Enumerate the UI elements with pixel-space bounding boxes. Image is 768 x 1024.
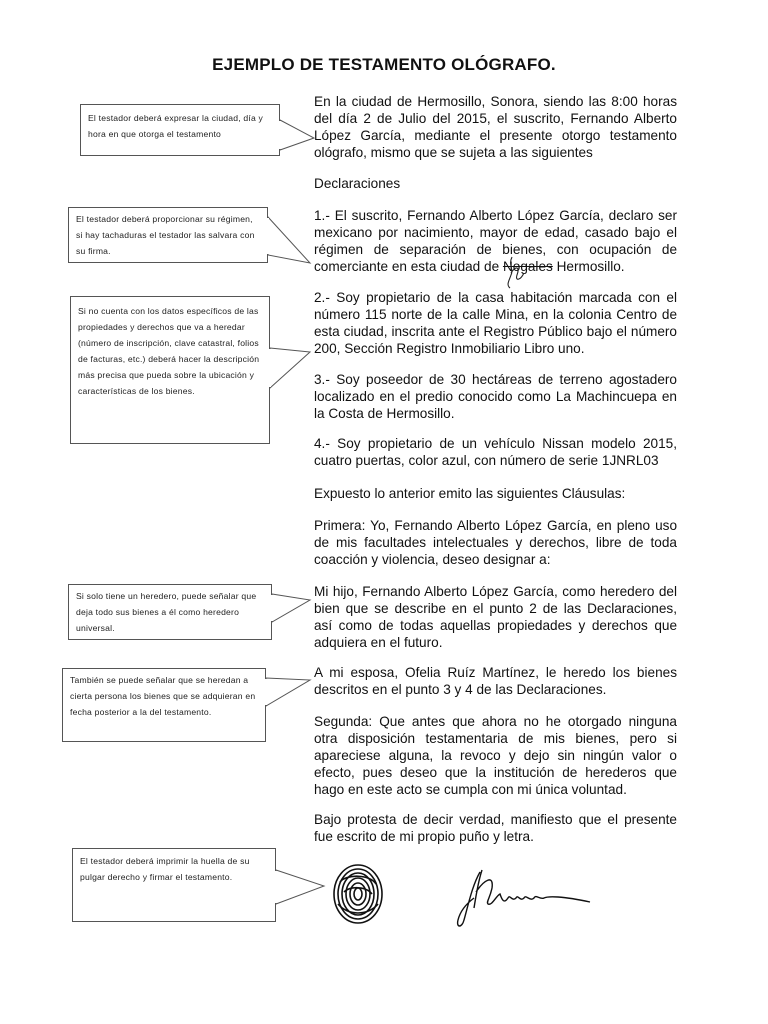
callout-city-date: El testador deberá expresar la ciudad, día y hora en que otorga el testamento xyxy=(80,104,280,156)
declaration-1-text: 1.- El suscrito, Fernando Alberto López García, declaro ser mexicano por nacimiento, mayor de edad, casado bajo el régimen de separación de bienes, con ocupación de comerciante en esta ciudad de xyxy=(314,208,677,274)
document-title: EJEMPLO DE TESTAMENTO OLÓGRAFO. xyxy=(212,55,556,74)
callout-single-heir-pointer xyxy=(270,592,314,632)
struck-word: Nogales xyxy=(502,259,553,274)
declaration-1 xyxy=(314,207,677,275)
callout-thumbprint-signature: El testador deberá imprimir la huella de su pulgar derecho y firmar el testamento. xyxy=(72,848,276,922)
thumbprint-icon xyxy=(330,862,386,926)
heir-wife-paragraph: A mi esposa, Ofelia Ruíz Martínez, le heredo los bienes descritos en el punto 3 y 4 de las Declaraciones. xyxy=(314,665,677,697)
callout-single-heir: Si solo tiene un heredero, puede señalar que deja todo sus bienes a él como heredero universal. xyxy=(68,584,272,640)
clause-primera: Primera: Yo, Fernando Alberto López García, en pleno uso de mis facultades intelectuales y derechos, libre de toda coacción y violencia, deseo designar a: xyxy=(314,518,677,567)
declaration-4: 4.- Soy propietario de un vehículo Nissan modelo 2015, cuatro puertas, color azul, con número de serie 1JNRL03 xyxy=(314,436,677,468)
declaraciones-heading: Declaraciones xyxy=(314,176,401,191)
heir-son-paragraph: Mi hijo, Fernando Alberto López García, como heredero del bien que se describe en el punto 2 de las Declaraciones, así como de todas aquellas propiedades y derechos que adquiera en el futuro. xyxy=(314,584,677,650)
protesta-paragraph: Bajo protesta de decir verdad, manifiesto que el presente fue escrito de mi propio puño y letra. xyxy=(314,812,677,844)
callout-regimen: El testador deberá proporcionar su régimen, si hay tachaduras el testador las salvara con su firma. xyxy=(68,207,268,263)
callout-city-date-pointer xyxy=(278,118,318,158)
callout-future-assets: También se puede señalar que se heredan a cierta persona los bienes que se adquieran en fecha posterior a la del testamento. xyxy=(62,668,266,742)
callout-property-details-pointer xyxy=(268,346,316,394)
declaration-3: 3.- Soy poseedor de 30 hectáreas de terreno agostadero localizado en el predio conocido como La Machincuepa en la Costa de Hermosillo. xyxy=(314,372,677,421)
intro-paragraph: En la ciudad de Hermosillo, Sonora, siendo las 8:00 horas del día 2 de Julio del 2015, el suscrito, Fernando Alberto López García, mediante el presente otorgo testamento ológrafo, mismo que se sujeta a las siguientes xyxy=(314,94,677,160)
callout-regimen-pointer xyxy=(266,215,314,275)
correction-initials-icon xyxy=(502,255,532,291)
clause-segunda: Segunda: Que antes que ahora no he otorgado ninguna otra disposición testamentaria de mis bienes, pero si apareciese alguna, la revoco y dejo sin ningún valor o efecto, pues deseo que la institución de herederos que hago en este acto se cumpla con mi única voluntad. xyxy=(314,714,677,797)
callout-property-details: Si no cuenta con los datos específicos de las propiedades y derechos que va a heredar (número de inscripción, clave catastral, folios de facturas, etc.) deberá hacer la descripción más precisa que pueda sobre la ubicación y características de los bienes. xyxy=(70,296,270,444)
callout-future-assets-pointer xyxy=(264,676,314,716)
declaration-1-correction: Hermosillo. xyxy=(556,259,625,274)
callout-thumbprint-signature-pointer xyxy=(274,868,328,912)
expuesto-paragraph: Expuesto lo anterior emito las siguientes Cláusulas: xyxy=(314,486,626,501)
declaration-2: 2.- Soy propietario de la casa habitación marcada con el número 115 norte de la calle Mina, en la colonia Centro de esta ciudad, inscrita ante el Registro Público bajo el número 200, Sección Registro Inmobiliario Libro uno. xyxy=(314,290,677,356)
signature-icon xyxy=(452,862,602,934)
